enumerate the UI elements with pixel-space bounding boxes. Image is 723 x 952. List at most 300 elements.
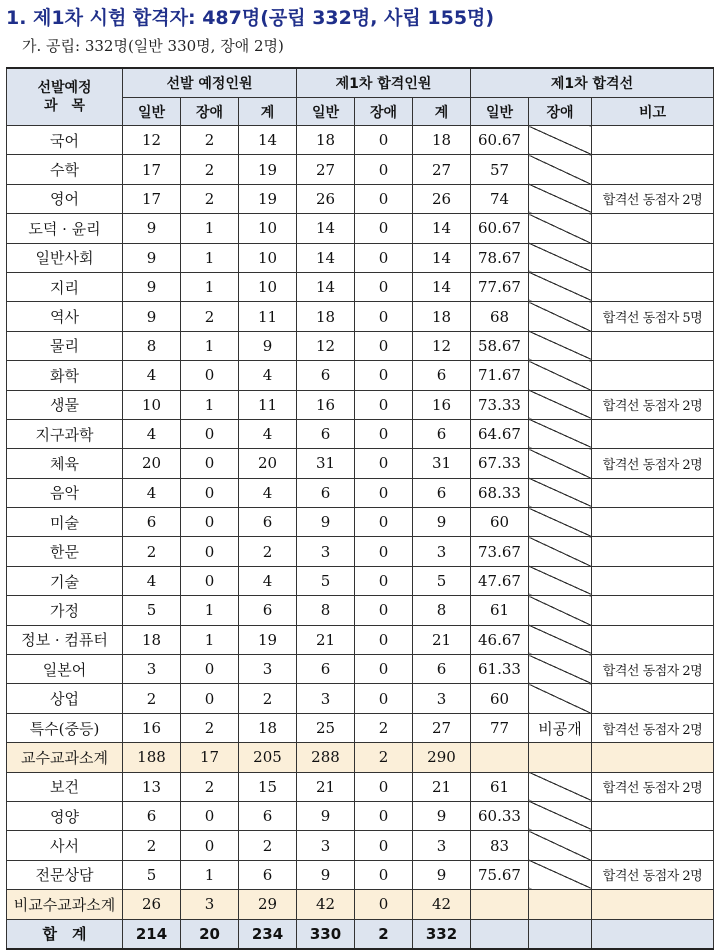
- passed-sum-cell: 42: [413, 890, 471, 919]
- passed-disabled-cell: 0: [355, 361, 413, 390]
- planned-general-header: 일반: [123, 98, 181, 126]
- planned-disabled-cell: 2: [181, 184, 239, 213]
- planned-disabled-cell: 2: [181, 713, 239, 742]
- subject-cell: 정보 · 컴퓨터: [7, 625, 123, 654]
- passed-disabled-cell: 0: [355, 272, 413, 301]
- planned-general-cell: 16: [123, 713, 181, 742]
- remark-cell: 합격선 동점자 2명: [592, 713, 714, 742]
- cutoff-disabled-cell: [529, 449, 592, 478]
- planned-general-cell: 9: [123, 214, 181, 243]
- planned-general-cell: 3: [123, 655, 181, 684]
- remark-cell: [592, 272, 714, 301]
- planned-sum-cell: 2: [239, 684, 297, 713]
- table-row: [7, 272, 714, 301]
- passed-disabled-cell: 0: [355, 655, 413, 684]
- cutoff-disabled-cell: [529, 361, 592, 390]
- cutoff-disabled-cell: [529, 419, 592, 448]
- remark-cell: [592, 155, 714, 184]
- table-row: [7, 214, 714, 243]
- subject-cell: 비교수교과소계: [7, 890, 123, 919]
- remark-cell: [592, 596, 714, 625]
- passed-general-cell: 18: [297, 126, 355, 155]
- cutoff-general-cell: [471, 743, 529, 772]
- planned-sum-cell: 29: [239, 890, 297, 919]
- cutoff-general-cell: 60.67: [471, 126, 529, 155]
- table-row: [7, 302, 714, 331]
- cutoff-general-cell: 75.67: [471, 860, 529, 889]
- subject-cell: 지리: [7, 272, 123, 301]
- passed-general-cell: 14: [297, 214, 355, 243]
- subject-cell: 특수(중등): [7, 713, 123, 742]
- planned-disabled-cell: 0: [181, 684, 239, 713]
- passed-general-cell: 42: [297, 890, 355, 919]
- passed-sum-cell: 21: [413, 625, 471, 654]
- planned-disabled-cell: 1: [181, 390, 239, 419]
- cutoff-header: 제1차 합격선: [471, 68, 714, 98]
- planned-sum-cell: 2: [239, 831, 297, 860]
- cutoff-general-cell: 77: [471, 713, 529, 742]
- planned-general-cell: 2: [123, 537, 181, 566]
- planned-sum-cell: 10: [239, 214, 297, 243]
- planned-general-cell: 9: [123, 243, 181, 272]
- passed-general-cell: 6: [297, 655, 355, 684]
- planned-disabled-cell: 0: [181, 655, 239, 684]
- subject-header: [7, 68, 123, 126]
- passed-sum-cell: 16: [413, 390, 471, 419]
- remark-cell: 합격선 동점자 2명: [592, 655, 714, 684]
- passed-general-cell: 12: [297, 331, 355, 360]
- remark-cell: [592, 331, 714, 360]
- planned-general-cell: 4: [123, 478, 181, 507]
- cutoff-general-cell: 60.33: [471, 801, 529, 830]
- planned-disabled-cell: 1: [181, 596, 239, 625]
- cutoff-disabled-cell: [529, 801, 592, 830]
- cutoff-disabled-cell: [529, 831, 592, 860]
- table-row: [7, 801, 714, 830]
- subject-cell: 전문상담: [7, 860, 123, 889]
- subject-cell: 역사: [7, 302, 123, 331]
- subject-cell: 물리: [7, 331, 123, 360]
- cutoff-general-cell: 61: [471, 596, 529, 625]
- subtotal-row: [7, 743, 714, 772]
- table-row: [7, 508, 714, 537]
- planned-general-cell: 20: [123, 449, 181, 478]
- passed-disabled-cell: 0: [355, 478, 413, 507]
- passed-general-cell: 9: [297, 860, 355, 889]
- passed-sum-cell: 6: [413, 655, 471, 684]
- passed-disabled-cell: 0: [355, 508, 413, 537]
- passed-disabled-cell: 0: [355, 126, 413, 155]
- planned-disabled-cell: 20: [181, 919, 239, 949]
- cutoff-disabled-cell: [529, 566, 592, 595]
- planned-disabled-cell: 0: [181, 508, 239, 537]
- planned-sum-cell: 9: [239, 331, 297, 360]
- planned-sum-cell: 10: [239, 243, 297, 272]
- planned-disabled-cell: 0: [181, 537, 239, 566]
- passed-general-cell: 6: [297, 419, 355, 448]
- cutoff-general-cell: 68.33: [471, 478, 529, 507]
- planned-disabled-header: 장애: [181, 98, 239, 126]
- cutoff-general-cell: 73.33: [471, 390, 529, 419]
- planned-disabled-cell: 1: [181, 214, 239, 243]
- section-subtitle: 가. 공립: 332명(일반 330명, 장애 2명): [22, 37, 284, 55]
- table-row: [7, 155, 714, 184]
- remark-cell: 합격선 동점자 2명: [592, 860, 714, 889]
- planned-disabled-cell: 3: [181, 890, 239, 919]
- passed-general-cell: 27: [297, 155, 355, 184]
- planned-sum-cell: 20: [239, 449, 297, 478]
- passed-general-cell: 330: [297, 919, 355, 949]
- cutoff-general-cell: 68: [471, 302, 529, 331]
- planned-sum-cell: 4: [239, 566, 297, 595]
- planned-general-cell: 18: [123, 625, 181, 654]
- planned-disabled-cell: 1: [181, 625, 239, 654]
- cutoff-disabled-cell: [529, 537, 592, 566]
- passed-general-cell: 288: [297, 743, 355, 772]
- planned-general-cell: 26: [123, 890, 181, 919]
- subject-cell: 수학: [7, 155, 123, 184]
- cutoff-disabled-cell: [529, 625, 592, 654]
- passed-sum-cell: 5: [413, 566, 471, 595]
- remark-cell: [592, 684, 714, 713]
- planned-sum-cell: 6: [239, 860, 297, 889]
- passed-sum-cell: 9: [413, 508, 471, 537]
- passed-sum-cell: 290: [413, 743, 471, 772]
- cutoff-general-cell: 58.67: [471, 331, 529, 360]
- table-row: [7, 831, 714, 860]
- passed-general-cell: 16: [297, 390, 355, 419]
- cutoff-general-cell: 73.67: [471, 537, 529, 566]
- cutoff-general-cell: 60: [471, 508, 529, 537]
- passed-sum-cell: 3: [413, 537, 471, 566]
- cutoff-disabled-cell: [529, 655, 592, 684]
- cutoff-general-cell: 61: [471, 772, 529, 801]
- planned-disabled-cell: 0: [181, 801, 239, 830]
- remark-cell: [592, 126, 714, 155]
- cutoff-disabled-cell: [529, 331, 592, 360]
- subject-cell: 체육: [7, 449, 123, 478]
- remark-cell: [592, 419, 714, 448]
- passed-sum-cell: 9: [413, 860, 471, 889]
- planned-sum-cell: 18: [239, 713, 297, 742]
- planned-disabled-cell: 2: [181, 772, 239, 801]
- subject-cell: 미술: [7, 508, 123, 537]
- subject-cell: 합 계: [7, 919, 123, 949]
- planned-general-cell: 10: [123, 390, 181, 419]
- remark-cell: 합격선 동점자 2명: [592, 449, 714, 478]
- table-row: [7, 655, 714, 684]
- passed-disabled-cell: 0: [355, 214, 413, 243]
- remark-header: 비고: [592, 98, 714, 126]
- table-row: [7, 625, 714, 654]
- cutoff-general-cell: 83: [471, 831, 529, 860]
- planned-disabled-cell: 0: [181, 361, 239, 390]
- passed-sum-cell: 26: [413, 184, 471, 213]
- planned-header: 선발 예정인원: [123, 68, 297, 98]
- passed-disabled-cell: 0: [355, 243, 413, 272]
- passed-general-cell: 18: [297, 302, 355, 331]
- cutoff-general-cell: 74: [471, 184, 529, 213]
- table-row: [7, 478, 714, 507]
- planned-general-cell: 188: [123, 743, 181, 772]
- passed-sum-cell: 9: [413, 801, 471, 830]
- planned-disabled-cell: 0: [181, 566, 239, 595]
- remark-cell: [592, 243, 714, 272]
- subject-cell: 일본어: [7, 655, 123, 684]
- passed-disabled-cell: 0: [355, 449, 413, 478]
- planned-general-cell: 5: [123, 596, 181, 625]
- remark-cell: [592, 478, 714, 507]
- planned-disabled-cell: 2: [181, 126, 239, 155]
- passed-disabled-cell: 0: [355, 860, 413, 889]
- remark-cell: 합격선 동점자 5명: [592, 302, 714, 331]
- planned-sum-cell: 11: [239, 302, 297, 331]
- passed-disabled-cell: 0: [355, 684, 413, 713]
- planned-disabled-cell: 0: [181, 419, 239, 448]
- planned-general-cell: 5: [123, 860, 181, 889]
- passed-disabled-cell: 2: [355, 743, 413, 772]
- planned-disabled-cell: 17: [181, 743, 239, 772]
- passed-general-cell: 25: [297, 713, 355, 742]
- cutoff-disabled-cell: [529, 596, 592, 625]
- cutoff-disabled-cell: [529, 184, 592, 213]
- passed-header: 제1차 합격인원: [297, 68, 471, 98]
- passed-sum-cell: 6: [413, 419, 471, 448]
- planned-sum-cell: 6: [239, 801, 297, 830]
- passed-disabled-cell: 0: [355, 184, 413, 213]
- passed-disabled-cell: 0: [355, 890, 413, 919]
- passed-disabled-cell: 0: [355, 390, 413, 419]
- passed-sum-cell: 21: [413, 772, 471, 801]
- cutoff-disabled-cell: [529, 508, 592, 537]
- planned-general-cell: 9: [123, 272, 181, 301]
- cutoff-disabled-cell: [529, 919, 592, 949]
- cutoff-disabled-cell: [529, 243, 592, 272]
- passed-sum-header: 계: [413, 98, 471, 126]
- table-row: [7, 126, 714, 155]
- planned-general-cell: 2: [123, 684, 181, 713]
- passed-disabled-cell: 0: [355, 302, 413, 331]
- cutoff-disabled-cell: [529, 126, 592, 155]
- subject-cell: 기술: [7, 566, 123, 595]
- passed-sum-cell: 27: [413, 713, 471, 742]
- planned-sum-cell: 2: [239, 537, 297, 566]
- planned-sum-cell: 6: [239, 508, 297, 537]
- passed-disabled-cell: 2: [355, 919, 413, 949]
- subject-cell: 일반사회: [7, 243, 123, 272]
- passed-sum-cell: 31: [413, 449, 471, 478]
- planned-disabled-cell: 0: [181, 831, 239, 860]
- passed-general-cell: 3: [297, 684, 355, 713]
- passed-general-header: 일반: [297, 98, 355, 126]
- passed-sum-cell: 12: [413, 331, 471, 360]
- subject-cell: 생물: [7, 390, 123, 419]
- planned-sum-cell: 19: [239, 155, 297, 184]
- cutoff-disabled-cell: 비공개: [529, 713, 592, 742]
- planned-general-cell: 12: [123, 126, 181, 155]
- planned-sum-cell: 205: [239, 743, 297, 772]
- subject-cell: 보건: [7, 772, 123, 801]
- cutoff-general-cell: [471, 890, 529, 919]
- planned-general-cell: 17: [123, 184, 181, 213]
- cutoff-disabled-cell: [529, 743, 592, 772]
- table-row: [7, 684, 714, 713]
- subject-cell: 한문: [7, 537, 123, 566]
- planned-general-cell: 2: [123, 831, 181, 860]
- passed-general-cell: 14: [297, 243, 355, 272]
- planned-general-cell: 8: [123, 331, 181, 360]
- planned-sum-cell: 10: [239, 272, 297, 301]
- remark-cell: 합격선 동점자 2명: [592, 184, 714, 213]
- subject-cell: 화학: [7, 361, 123, 390]
- table-row: [7, 537, 714, 566]
- planned-sum-cell: 3: [239, 655, 297, 684]
- planned-disabled-cell: 1: [181, 331, 239, 360]
- passed-disabled-cell: 2: [355, 713, 413, 742]
- planned-disabled-cell: 0: [181, 449, 239, 478]
- subtotal-row: [7, 890, 714, 919]
- remark-cell: [592, 743, 714, 772]
- table-row: [7, 449, 714, 478]
- passed-disabled-cell: 0: [355, 537, 413, 566]
- remark-cell: [592, 537, 714, 566]
- planned-disabled-cell: 1: [181, 272, 239, 301]
- remark-cell: [592, 361, 714, 390]
- remark-cell: [592, 919, 714, 949]
- planned-sum-cell: 4: [239, 361, 297, 390]
- table-row: [7, 596, 714, 625]
- passed-general-cell: 9: [297, 801, 355, 830]
- table-row: [7, 860, 714, 889]
- cutoff-disabled-cell: [529, 890, 592, 919]
- planned-sum-cell: 14: [239, 126, 297, 155]
- planned-disabled-cell: 0: [181, 478, 239, 507]
- passed-sum-cell: 6: [413, 361, 471, 390]
- table-row: [7, 713, 714, 742]
- passed-general-cell: 9: [297, 508, 355, 537]
- passed-sum-cell: 14: [413, 243, 471, 272]
- subject-cell: 음악: [7, 478, 123, 507]
- passed-disabled-cell: 0: [355, 331, 413, 360]
- cutoff-general-cell: 77.67: [471, 272, 529, 301]
- passed-general-cell: 5: [297, 566, 355, 595]
- remark-cell: [592, 801, 714, 830]
- cutoff-general-cell: 60: [471, 684, 529, 713]
- passed-general-cell: 6: [297, 478, 355, 507]
- passed-sum-cell: 3: [413, 684, 471, 713]
- planned-disabled-cell: 1: [181, 860, 239, 889]
- cutoff-general-cell: 60.67: [471, 214, 529, 243]
- table-row: [7, 331, 714, 360]
- planned-sum-cell: 19: [239, 625, 297, 654]
- passed-sum-cell: 18: [413, 302, 471, 331]
- passed-disabled-cell: 0: [355, 772, 413, 801]
- passed-general-cell: 26: [297, 184, 355, 213]
- planned-general-cell: 4: [123, 566, 181, 595]
- passed-disabled-cell: 0: [355, 625, 413, 654]
- subject-cell: 국어: [7, 126, 123, 155]
- passed-sum-cell: 3: [413, 831, 471, 860]
- cutoff-disabled-cell: [529, 272, 592, 301]
- results-table: [6, 67, 714, 950]
- passed-general-cell: 14: [297, 272, 355, 301]
- planned-general-cell: 4: [123, 419, 181, 448]
- cutoff-disabled-cell: [529, 684, 592, 713]
- passed-general-cell: 31: [297, 449, 355, 478]
- passed-general-cell: 21: [297, 625, 355, 654]
- remark-cell: [592, 214, 714, 243]
- passed-disabled-header: 장애: [355, 98, 413, 126]
- planned-general-cell: 13: [123, 772, 181, 801]
- cutoff-general-cell: 61.33: [471, 655, 529, 684]
- passed-disabled-cell: 0: [355, 155, 413, 184]
- planned-disabled-cell: 1: [181, 243, 239, 272]
- passed-sum-cell: 14: [413, 214, 471, 243]
- cutoff-disabled-cell: [529, 772, 592, 801]
- table-row: [7, 243, 714, 272]
- passed-disabled-cell: 0: [355, 801, 413, 830]
- passed-general-cell: 3: [297, 537, 355, 566]
- cutoff-disabled-cell: [529, 214, 592, 243]
- subject-cell: 도덕 · 윤리: [7, 214, 123, 243]
- passed-sum-cell: 27: [413, 155, 471, 184]
- planned-sum-header: 계: [239, 98, 297, 126]
- planned-sum-cell: 19: [239, 184, 297, 213]
- remark-cell: [592, 508, 714, 537]
- passed-disabled-cell: 0: [355, 596, 413, 625]
- cutoff-disabled-cell: [529, 390, 592, 419]
- subject-cell: 가정: [7, 596, 123, 625]
- remark-cell: 합격선 동점자 2명: [592, 772, 714, 801]
- table-row: [7, 772, 714, 801]
- passed-disabled-cell: 0: [355, 419, 413, 448]
- cutoff-general-cell: 71.67: [471, 361, 529, 390]
- planned-general-cell: 6: [123, 801, 181, 830]
- passed-sum-cell: 332: [413, 919, 471, 949]
- remark-cell: [592, 625, 714, 654]
- subject-header-line2: 과 목: [43, 98, 86, 114]
- subject-cell: 영어: [7, 184, 123, 213]
- subject-cell: 교수교과소계: [7, 743, 123, 772]
- subject-cell: 사서: [7, 831, 123, 860]
- table-row: [7, 419, 714, 448]
- total-row: [7, 919, 714, 949]
- planned-sum-cell: 4: [239, 419, 297, 448]
- cutoff-general-cell: 57: [471, 155, 529, 184]
- table-row: [7, 184, 714, 213]
- remark-cell: [592, 566, 714, 595]
- planned-sum-cell: 15: [239, 772, 297, 801]
- cutoff-general-cell: 47.67: [471, 566, 529, 595]
- planned-general-cell: 6: [123, 508, 181, 537]
- table-row: [7, 566, 714, 595]
- passed-general-cell: 6: [297, 361, 355, 390]
- remark-cell: [592, 831, 714, 860]
- cutoff-disabled-cell: [529, 478, 592, 507]
- cutoff-general-cell: 67.33: [471, 449, 529, 478]
- passed-disabled-cell: 0: [355, 831, 413, 860]
- passed-general-cell: 21: [297, 772, 355, 801]
- cutoff-disabled-cell: [529, 302, 592, 331]
- cutoff-general-cell: 46.67: [471, 625, 529, 654]
- subject-header-line1: 선발예정: [37, 80, 92, 96]
- subject-cell: 영양: [7, 801, 123, 830]
- cutoff-general-cell: 78.67: [471, 243, 529, 272]
- passed-sum-cell: 6: [413, 478, 471, 507]
- planned-general-cell: 9: [123, 302, 181, 331]
- subject-cell: 지구과학: [7, 419, 123, 448]
- cutoff-general-header: 일반: [471, 98, 529, 126]
